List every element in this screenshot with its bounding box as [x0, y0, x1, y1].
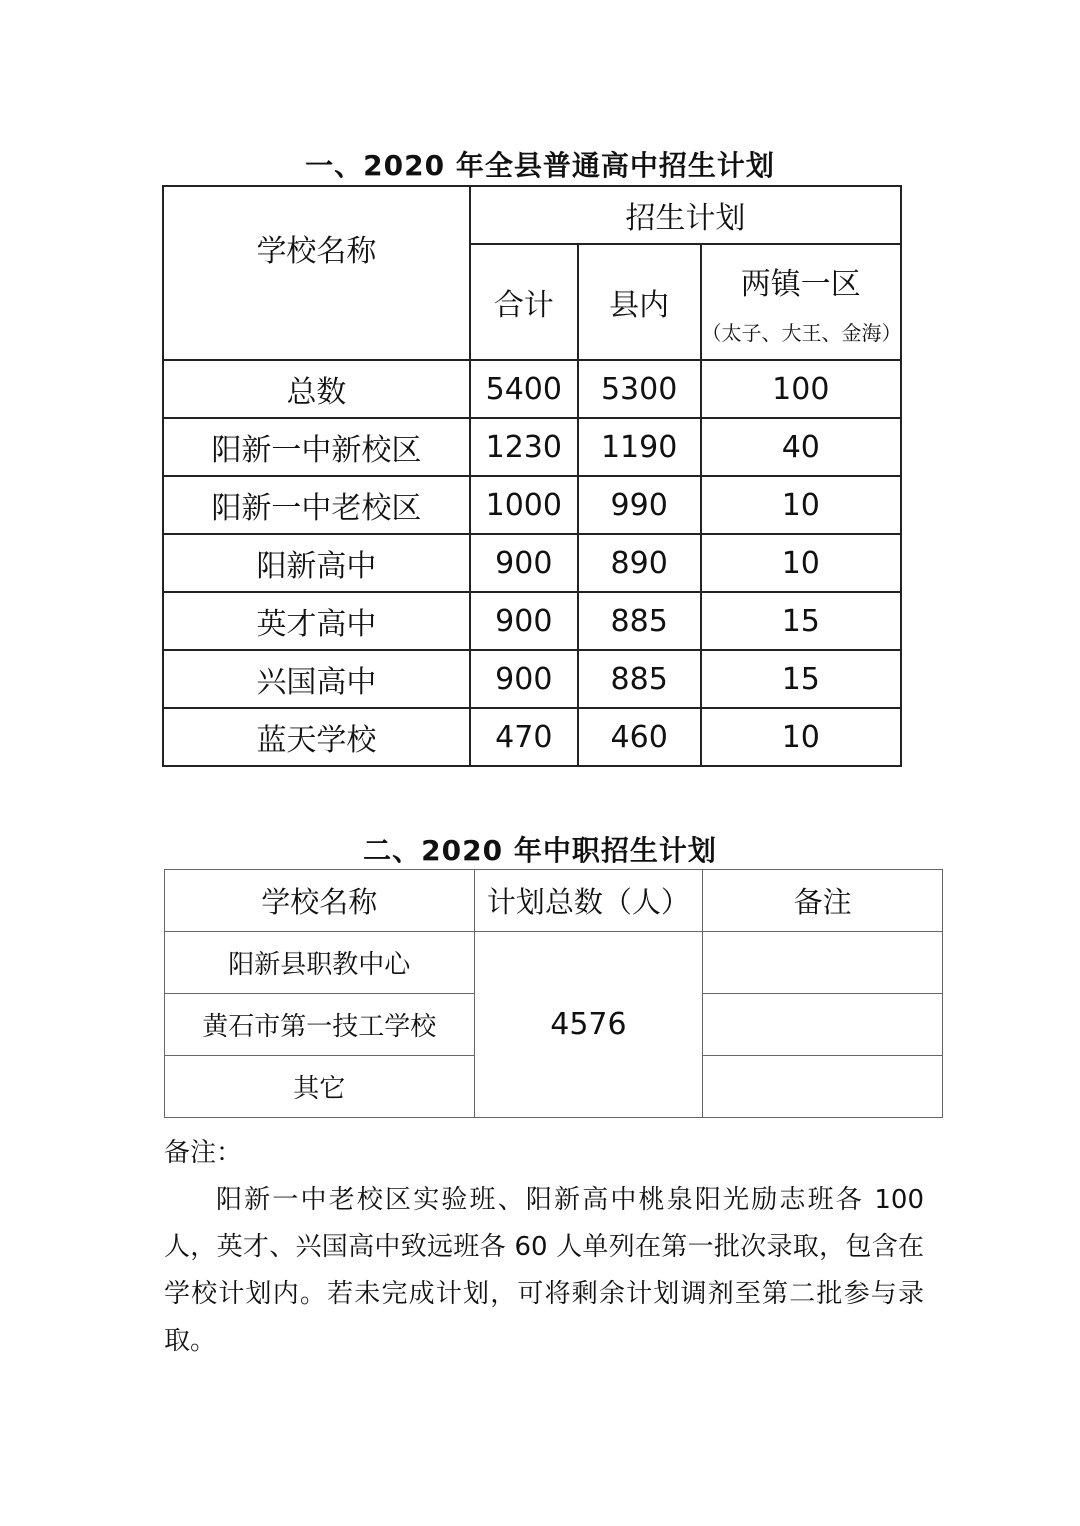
towns-cell: 15 — [701, 650, 901, 708]
table1-title: 一、2020 年全县普通高中招生计划 — [305, 149, 775, 182]
school-name-cell: 蓝天学校 — [163, 708, 470, 766]
total-cell: 900 — [470, 592, 578, 650]
county-cell: 5300 — [578, 360, 701, 418]
notes-label: 备注： — [164, 1138, 243, 1168]
county-cell: 460 — [578, 708, 701, 766]
towns-cell: 10 — [701, 476, 901, 534]
school-name-cell: 阳新一中老校区 — [163, 476, 470, 534]
table-row — [163, 708, 901, 766]
towns-cell: 40 — [701, 418, 901, 476]
county-cell: 885 — [578, 592, 701, 650]
header-remarks: 备注 — [703, 870, 943, 932]
table-row — [163, 360, 901, 418]
header-school-name: 学校名称 — [165, 870, 475, 932]
school-name-cell: 兴国高中 — [163, 650, 470, 708]
notes-text: 阳新一中老校区实验班、阳新高中桃泉阳光励志班各 100 人，英才、兴国高中致远班各 60 人单列在第一批次录取，包含在学校计划内。若未完成计划，可将剩余计划调剂至第二批参与录取。 — [164, 1185, 924, 1356]
header-plan: 招生计划 — [470, 186, 901, 244]
remarks-cell — [703, 994, 943, 1056]
towns-cell: 100 — [701, 360, 901, 418]
school-name-cell: 其它 — [165, 1056, 475, 1118]
school-name-cell: 阳新高中 — [163, 534, 470, 592]
total-cell: 5400 — [470, 360, 578, 418]
total-cell: 470 — [470, 708, 578, 766]
table-row — [163, 534, 901, 592]
school-name-cell: 总数 — [163, 360, 470, 418]
header-towns-sub: （太子、大王、金海） — [701, 320, 902, 345]
total-cell: 900 — [470, 534, 578, 592]
towns-cell: 15 — [701, 592, 901, 650]
table-row — [163, 418, 901, 476]
total-cell: 1000 — [470, 476, 578, 534]
table-row — [163, 650, 901, 708]
school-name-cell: 英才高中 — [163, 592, 470, 650]
school-name-cell: 阳新县职教中心 — [165, 932, 475, 994]
county-cell: 885 — [578, 650, 701, 708]
remarks-cell — [703, 932, 943, 994]
header-towns-label: 两镇一区 — [740, 266, 861, 302]
table-row — [163, 592, 901, 650]
total-cell: 900 — [470, 650, 578, 708]
header-plan-total: 计划总数（人） — [474, 870, 703, 932]
header-towns — [701, 244, 901, 360]
school-name-cell: 阳新一中新校区 — [163, 418, 470, 476]
towns-cell: 10 — [701, 708, 901, 766]
total-cell: 1230 — [470, 418, 578, 476]
county-cell: 890 — [578, 534, 701, 592]
vocational-enrollment-table — [164, 869, 943, 1118]
header-school-name: 学校名称 — [163, 186, 470, 360]
county-cell: 1190 — [578, 418, 701, 476]
plan-total-cell: 4576 — [474, 932, 703, 1118]
table2-title: 二、2020 年中职招生计划 — [363, 834, 717, 867]
towns-cell: 10 — [701, 534, 901, 592]
notes-section — [164, 1130, 924, 1365]
table-row — [163, 476, 901, 534]
high-school-enrollment-table — [162, 185, 902, 767]
header-county: 县内 — [578, 244, 701, 360]
school-name-cell: 黄石市第一技工学校 — [165, 994, 475, 1056]
remarks-cell — [703, 1056, 943, 1118]
header-total: 合计 — [470, 244, 578, 360]
table-row — [165, 932, 943, 994]
county-cell: 990 — [578, 476, 701, 534]
